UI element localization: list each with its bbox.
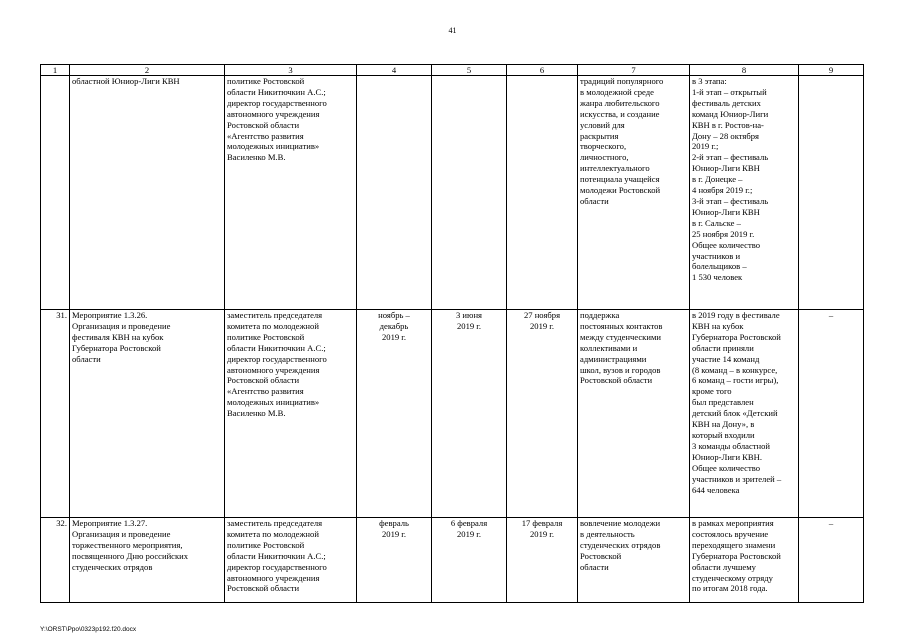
expected-result: вовлечение молодежи в деятельность студенческих отрядов Ростовской области bbox=[578, 518, 690, 603]
responsible-person: заместитель председателя комитета по молодежной политике Ростовской области Никитючкин А.С.; директор государственного автономного учреждения Ростовской области «Агентство развития молодежных инициатив» Василенко М.В. bbox=[225, 310, 357, 518]
actual-result: в рамках мероприятия состоялось вручение переходящего знамени Губернатора Ростовской области лучшему студенческому отряду по итогам 2018 года. bbox=[690, 518, 799, 603]
table-header-row bbox=[41, 65, 864, 76]
start-date: 6 февраля 2019 г. bbox=[432, 518, 507, 603]
planned-period: ноябрь – декабрь 2019 г. bbox=[357, 310, 432, 518]
actual-result: в 3 этапа: 1-й этап – открытый фестиваль детских команд Юниор-Лиги КВН в г. Ростов-на- Дону – 28 октября 2019 г.; 2-й этап – фестиваль Юниор-Лиги КВН в г. Донецке – 4 ноября 2019 г.; 3-й этап – фестиваль Юниор-Лиги КВН в г. Сальске – 25 ноября 2019 г. Общее количество участников и болельщиков – 1 530 человек bbox=[690, 76, 799, 310]
expected-result: поддержка постоянных контактов между студенческими коллективами и администрациями школ, вузов и городов Ростовской области bbox=[578, 310, 690, 518]
column-header: 9 bbox=[799, 65, 864, 76]
file-path-footer: Y:\ORST\Ppo\0323p192.f20.docx bbox=[40, 626, 137, 633]
row-number: 32. bbox=[41, 518, 70, 603]
column-header: 5 bbox=[432, 65, 507, 76]
event-name: Мероприятие 1.3.26. Организация и проведение фестиваля КВН на кубок Губернатора Ростовской области bbox=[70, 310, 225, 518]
column-header: 4 bbox=[357, 65, 432, 76]
column-header: 1 bbox=[41, 65, 70, 76]
row-number: 31. bbox=[41, 310, 70, 518]
row-number bbox=[41, 76, 70, 310]
event-name: Мероприятие 1.3.27. Организация и проведение торжественного мероприятия, посвященного Дню российских студенческих отрядов bbox=[70, 518, 225, 603]
column-header: 3 bbox=[225, 65, 357, 76]
column-header: 8 bbox=[690, 65, 799, 76]
responsible-person: заместитель председателя комитета по молодежной политике Ростовской области Никитючкин А.С.; директор государственного автономного учреждения Ростовской области bbox=[225, 518, 357, 603]
note bbox=[799, 76, 864, 310]
end-date bbox=[507, 76, 578, 310]
page-number: 41 bbox=[448, 26, 457, 35]
planned-period: февраль 2019 г. bbox=[357, 518, 432, 603]
note: – bbox=[799, 310, 864, 518]
start-date: 3 июня 2019 г. bbox=[432, 310, 507, 518]
end-date: 27 ноября 2019 г. bbox=[507, 310, 578, 518]
planned-period bbox=[357, 76, 432, 310]
column-header: 6 bbox=[507, 65, 578, 76]
column-header: 2 bbox=[70, 65, 225, 76]
start-date bbox=[432, 76, 507, 310]
end-date: 17 февраля 2019 г. bbox=[507, 518, 578, 603]
note: – bbox=[799, 518, 864, 603]
report-table bbox=[40, 64, 864, 603]
table-row bbox=[41, 76, 864, 310]
table-row bbox=[41, 310, 864, 518]
actual-result: в 2019 году в фестивале КВН на кубок Губернатора Ростовской области приняли участие 14 команд (8 команд – в конкурсе, 6 команд – гости игры), кроме того был представлен детский блок «Детский КВН на Дону», в который входили 3 команды областной Юниор-Лиги КВН. Общее количество участников и зрителей – 644 человека bbox=[690, 310, 799, 518]
expected-result: традиций популярного в молодежной среде жанра любительского искусства, и создание условий для раскрытия творческого, личностного, интеллектуального потенциала учащейся молодежи Ростовской области bbox=[578, 76, 690, 310]
column-header: 7 bbox=[578, 65, 690, 76]
responsible-person: политике Ростовской области Никитючкин А.С.; директор государственного автономного учреждения Ростовской области «Агентство развития молодежных инициатив» Василенко М.В. bbox=[225, 76, 357, 310]
event-name: областной Юниор-Лиги КВН bbox=[70, 76, 225, 310]
table-row bbox=[41, 518, 864, 603]
